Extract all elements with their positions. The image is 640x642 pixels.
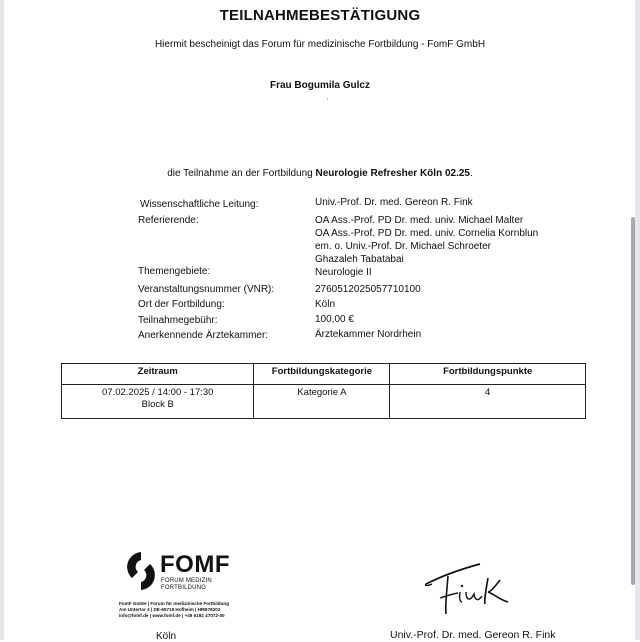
value-speaker-1: OA Ass.-Prof. PD Dr. med. univ. Michael Malter bbox=[315, 215, 524, 226]
vertical-scrollbar[interactable] bbox=[631, 217, 635, 585]
attendance-table bbox=[61, 363, 586, 419]
company-line-3: info@fomf.de | www.fomf.de | +49 6192 47072-00 bbox=[119, 613, 225, 619]
period-block: Block B bbox=[141, 399, 174, 410]
value-vnr: 2760512025057710100 bbox=[315, 284, 421, 295]
table-header-row bbox=[62, 364, 586, 385]
decorative-dot bbox=[327, 98, 328, 100]
participation-statement bbox=[0, 168, 640, 179]
intro-suffix: . bbox=[469, 168, 473, 179]
value-fee: 100,00 € bbox=[315, 314, 354, 325]
logo-tagline-line1: FORUM MEDIZIN bbox=[161, 578, 212, 584]
document-title: TEILNAHMEBESTÄTIGUNG bbox=[219, 7, 421, 24]
company-line-1: FomF GmbH | Forum für medizinische Fortbildung bbox=[119, 601, 230, 606]
label-topics: Themengebiete: bbox=[138, 266, 211, 277]
logo-tagline bbox=[161, 578, 212, 592]
signing-city: Köln bbox=[156, 631, 177, 642]
course-name: Neurologie Refresher Köln 02.25 bbox=[315, 168, 470, 179]
label-medical-chamber: Anerkennende Ärztekammer: bbox=[138, 330, 269, 341]
table-row bbox=[62, 385, 586, 419]
value-speaker-3: em. o. Univ.-Prof. Dr. Michael Schroeter bbox=[315, 241, 491, 252]
viewer-left-edge bbox=[0, 0, 4, 640]
label-speakers: Referierende: bbox=[138, 215, 199, 226]
value-speaker-4: Ghazaleh Tabatabai bbox=[315, 254, 404, 265]
company-info bbox=[119, 601, 229, 620]
fomf-logo-icon bbox=[124, 550, 158, 592]
label-location: Ort der Fortbildung: bbox=[138, 299, 225, 310]
value-scientific-lead: Univ.-Prof. Dr. med. Gereon R. Fink bbox=[315, 197, 473, 208]
signature-icon bbox=[420, 562, 530, 620]
header-points: Fortbildungspunkte bbox=[390, 364, 586, 385]
intro-prefix: die Teilnahme an der Fortbildung bbox=[167, 168, 316, 179]
value-medical-chamber: Ärztekammer Nordrhein bbox=[315, 329, 422, 340]
label-fee: Teilnahmegebühr: bbox=[138, 315, 218, 326]
logo-tagline-line2: FORTBILDUNG bbox=[161, 585, 207, 591]
signatory-name: Univ.-Prof. Dr. med. Gereon R. Fink bbox=[390, 629, 556, 641]
logo-wordmark: FOMF bbox=[160, 551, 230, 578]
label-scientific-lead: Wissenschaftliche Leitung: bbox=[140, 199, 259, 210]
value-speaker-2: OA Ass.-Prof. PD Dr. med. univ. Cornelia Kornblun bbox=[315, 228, 539, 239]
value-location: Köln bbox=[315, 299, 336, 310]
label-vnr: Veranstaltungsnummer (VNR): bbox=[138, 284, 275, 295]
document-subtitle: Hiermit bescheinigt das Forum für medizinische Fortbildung - FomF GmbH bbox=[154, 39, 486, 50]
cell-period bbox=[62, 385, 254, 419]
recipient-name: Frau Bogumila Gulcz bbox=[269, 80, 370, 91]
period-datetime: 07.02.2025 / 14:00 - 17:30 bbox=[102, 387, 214, 398]
viewer-right-edge bbox=[635, 0, 640, 640]
cell-points: 4 bbox=[390, 385, 586, 419]
value-topics: Neurologie II bbox=[315, 267, 372, 278]
company-line-2: Am Untertor 4 | DE-65719 Hofheim | HRB78202 bbox=[119, 607, 221, 613]
cell-category: Kategorie A bbox=[254, 385, 390, 419]
header-category: Fortbildungskategorie bbox=[254, 364, 390, 385]
header-period: Zeitraum bbox=[62, 364, 254, 385]
